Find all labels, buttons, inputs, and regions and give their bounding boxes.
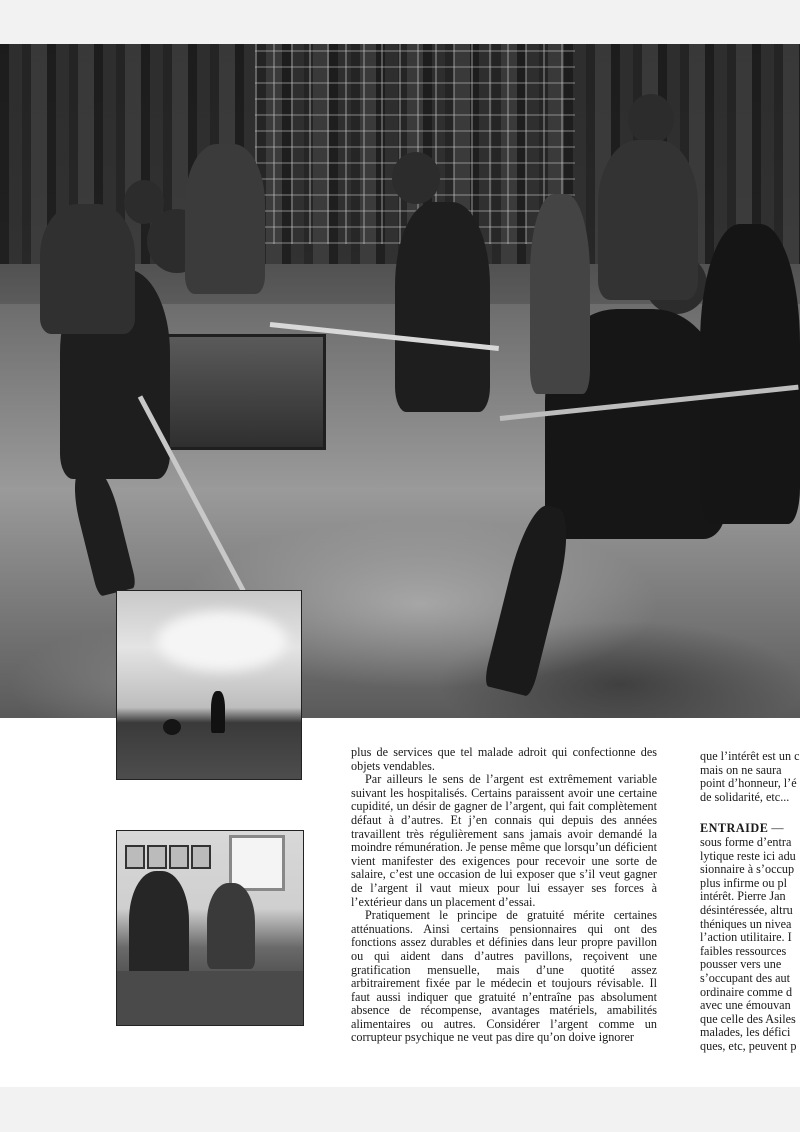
text-line: pousser vers une [700,957,782,972]
paragraph: plus de services que tel malade adroit qui confectionne des objets vendables. [351,745,657,773]
text-line: ques, etc, peuvent p [700,1038,797,1053]
boy-back-right [598,140,698,300]
wall-frame [147,845,167,869]
text-line: malades, les défici [700,1025,791,1040]
text-column-1 [351,746,657,1045]
wall-frame [191,845,211,869]
man-left-head [124,180,164,224]
text-line: faibles ressources [700,943,787,958]
section-heading: ENTRAIDE [700,821,769,836]
text-line: plus infirme ou pl [700,875,787,890]
text-line: intérêt. Pierre Jan [700,889,786,904]
inset-standing-person [211,691,225,733]
text-line: sous forme d’entra [700,834,792,849]
text-line: avec une émouvan [700,998,791,1013]
wall-frame [169,845,189,869]
boy-center [395,202,490,412]
text-line: désintéressée, altru [700,902,793,917]
boy-back-right-head [628,94,674,144]
text-line: s’occupant des aut [700,970,791,985]
inset-cloud [157,611,287,671]
section-heading-line [700,822,800,836]
inset-photo-field [116,590,302,780]
heading-dash: — [768,821,784,836]
text-line: lytique reste ici adu [700,848,796,863]
text-line: que celle des Asiles [700,1011,796,1026]
text-line: sionnaire à s’occup [700,862,795,877]
inset-photo-workshop [116,830,304,1026]
inset-crouching-person [163,719,181,735]
work-table [117,971,303,1025]
wall-frame [125,845,145,869]
text-column-2 [700,750,800,1053]
small-boy [530,194,590,394]
wheelbarrow [150,334,326,450]
spacer [700,804,800,822]
paragraph: Pratiquement le principe de gratuité mérite certaines atténuations. Ainsi certains pensionnaires qui ont des fonctions assez durables et définies dans leur propre pavillon ou qui aident dans d’autres pavillons, reçoivent une gratification mensuelle, mais d’une quotité assez arbitrairement fixée par le médecin et toujours révisable. Il faut aussi indiquer que gratuité n’entraîne pas absolument absence de récompense, avantages matériels, amabilités alimentaires ou autres. Considérer l’argent comme un corrupteur psychique ne veut pas dire qu’on doive ignorer [351,908,657,1045]
text-line: mais on ne saura [700,762,782,777]
text-line: ordinaire comme d [700,984,793,999]
man-left [40,204,135,334]
text-line: théniques un nivea [700,916,792,931]
magazine-page [0,44,800,1087]
text-line: l’action utilitaire. I [700,930,792,945]
paragraph: Par ailleurs le sens de l’argent est extrêmement variable suivant les hospitalisés. Certains paraissent avoir une certaine cupidité, un désir de gagner de l’argent, qui fait complètement défaut à d’autres. Et j’en connais qui depuis des années travaillent très régulièrement sans jamais avoir demandé la moindre rémunération. Je pense même que lorsqu’un déficient vient manifester des exigences pour recevoir une sorte de salaire, c’est une occasion de lui exposer que s’il veut gagner de l’argent il vaut mieux pour lui essayer ses forces à l’extérieur dans un placement d’essai. [351,772,657,909]
woman-headscarf [207,883,255,969]
boy-with-hat [700,224,800,524]
workshop-window [229,835,285,891]
woman-left [129,871,189,981]
text-line: de solidarité, etc... [700,789,790,804]
boy-center-head [392,152,440,204]
text-line: que l’intérêt est un c [700,750,800,763]
text-line: point d’honneur, l’é [700,776,797,791]
boy-back-left [185,144,265,294]
